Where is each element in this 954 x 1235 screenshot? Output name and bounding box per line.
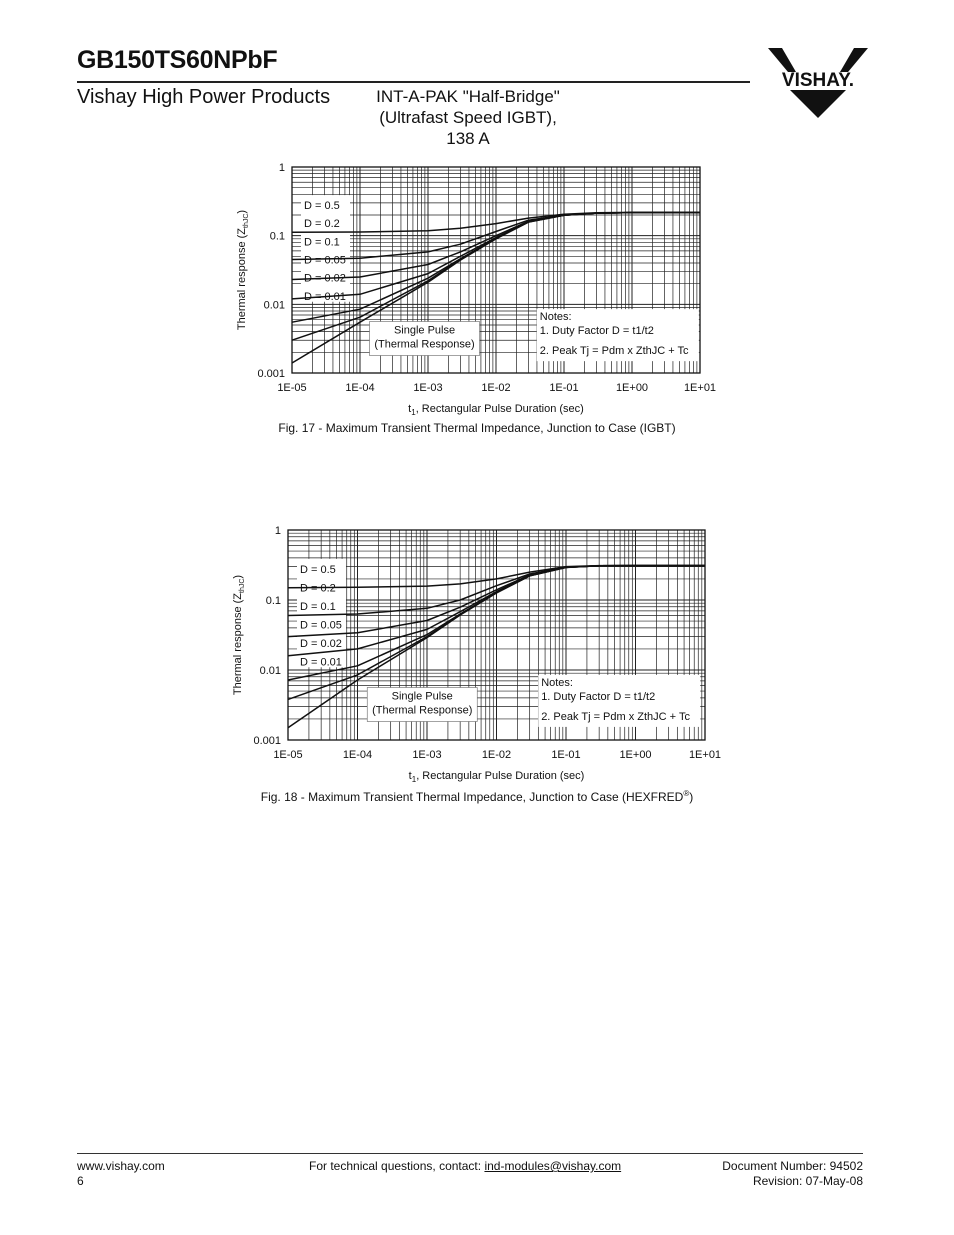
x-tick-label: 1E-02 <box>481 382 511 394</box>
notes-title: Notes: <box>539 311 572 324</box>
figure-18-caption <box>0 789 954 804</box>
division-name: Vishay High Power Products <box>77 86 331 108</box>
x-tick-label: 1E+00 <box>619 749 652 761</box>
legend-label: D = 0.5 <box>304 200 340 213</box>
legend-label: D = 0.01 <box>300 656 342 669</box>
x-tick-label: 1E+00 <box>615 382 649 394</box>
y-axis-title-subscript: thJC <box>243 213 250 228</box>
footer-rule <box>77 1153 863 1154</box>
x-axis-title-prefix: t <box>408 403 412 415</box>
notes-line: 1. Duty Factor D = t1/t2 <box>539 325 654 338</box>
footer-contact-email-link[interactable]: ind-modules@vishay.com <box>484 1159 622 1173</box>
legend-label: D = 0.05 <box>300 619 342 632</box>
notes-line: 1. Duty Factor D = t1/t2 <box>541 690 656 703</box>
registered-mark: ® <box>683 789 690 798</box>
x-tick-label: 1E-01 <box>549 382 579 394</box>
legend-label: D = 0.1 <box>304 236 340 249</box>
y-axis-title-subscript: thJC <box>239 578 246 593</box>
y-tick-label: 0.001 <box>257 368 285 380</box>
x-axis-title-text: , Rectangular Pulse Duration (sec) <box>416 770 585 782</box>
x-tick-label: 1E-02 <box>481 749 512 761</box>
single-pulse-label: Single Pulse <box>393 324 456 337</box>
y-tick-label: 0.01 <box>259 665 281 677</box>
footer-website[interactable]: www.vishay.com <box>77 1159 165 1173</box>
notes-line: 2. Peak Tj = Pdm x ZthJC + Tc <box>539 345 689 358</box>
y-tick-label: 0.1 <box>269 230 285 243</box>
legend-label: D = 0.02 <box>304 272 346 285</box>
y-tick-label: 0.001 <box>253 735 281 747</box>
single-pulse-label: Single Pulse <box>391 690 453 703</box>
part-number: GB150TS60NPbF <box>77 46 278 74</box>
x-tick-label: 1E-04 <box>345 382 375 394</box>
x-tick-label: 1E+01 <box>683 382 717 394</box>
x-tick-label: 1E-04 <box>342 749 373 761</box>
logo-wordmark: VISHAY. <box>781 70 855 91</box>
y-axis-title-text: Thermal response (Z <box>236 227 248 331</box>
footer-contact <box>309 1159 621 1173</box>
x-tick-label: 1E-03 <box>413 382 443 394</box>
y-axis-title-close: ) <box>232 574 244 579</box>
legend-label: D = 0.1 <box>300 600 336 613</box>
legend-label: D = 0.2 <box>300 582 336 595</box>
y-tick-label: 0.01 <box>263 299 285 312</box>
legend-label: D = 0.01 <box>304 290 346 303</box>
footer-document-number: Document Number: 94502 <box>722 1159 863 1173</box>
notes-line: 2. Peak Tj = Pdm x ZthJC + Tc <box>541 710 690 723</box>
x-tick-label: 1E-05 <box>273 749 303 761</box>
x-tick-label: 1E+01 <box>688 749 722 761</box>
figure-18-caption-text: Fig. 18 - Maximum Transient Thermal Impedance, Junction to Case (HEXFRED <box>260 790 684 804</box>
legend-label: D = 0.05 <box>304 254 346 267</box>
x-tick-label: 1E-01 <box>551 749 581 761</box>
notes-title: Notes: <box>541 676 573 689</box>
legend-label: D = 0.02 <box>300 637 342 650</box>
x-axis-title-text: , Rectangular Pulse Duration (sec) <box>415 403 584 415</box>
x-tick-label: 1E-03 <box>412 749 442 761</box>
x-axis-title-subscript: 1 <box>411 408 416 417</box>
footer-page-number: 6 <box>77 1174 84 1188</box>
figure-18-caption-close: ) <box>689 790 694 804</box>
product-title: INT-A-PAK "Half-Bridge" (Ultrafast Speed IGBT), 138 A <box>376 87 560 148</box>
footer-revision: Revision: 07-May-08 <box>752 1174 863 1188</box>
legend-label: D = 0.5 <box>300 563 336 576</box>
y-tick-label: 0.1 <box>265 595 281 607</box>
y-axis-title-text: Thermal response (Z <box>232 592 244 696</box>
x-axis-title <box>409 770 585 784</box>
x-tick-label: 1E-05 <box>277 382 307 394</box>
y-tick-label: 1 <box>278 162 285 174</box>
figure-17-caption: Fig. 17 - Maximum Transient Thermal Impedance, Junction to Case (IGBT) <box>278 421 676 435</box>
y-tick-label: 1 <box>274 525 281 537</box>
y-axis-title-close: ) <box>236 209 248 214</box>
footer-contact-prefix: For technical questions, contact: <box>309 1159 485 1173</box>
x-axis-title-subscript: 1 <box>411 775 417 784</box>
x-axis-title-prefix: t <box>408 770 412 782</box>
single-pulse-label: (Thermal Response) <box>372 704 473 717</box>
legend-label: D = 0.2 <box>304 218 340 231</box>
single-pulse-label: (Thermal Response) <box>374 338 475 351</box>
y-axis-title <box>232 575 246 695</box>
